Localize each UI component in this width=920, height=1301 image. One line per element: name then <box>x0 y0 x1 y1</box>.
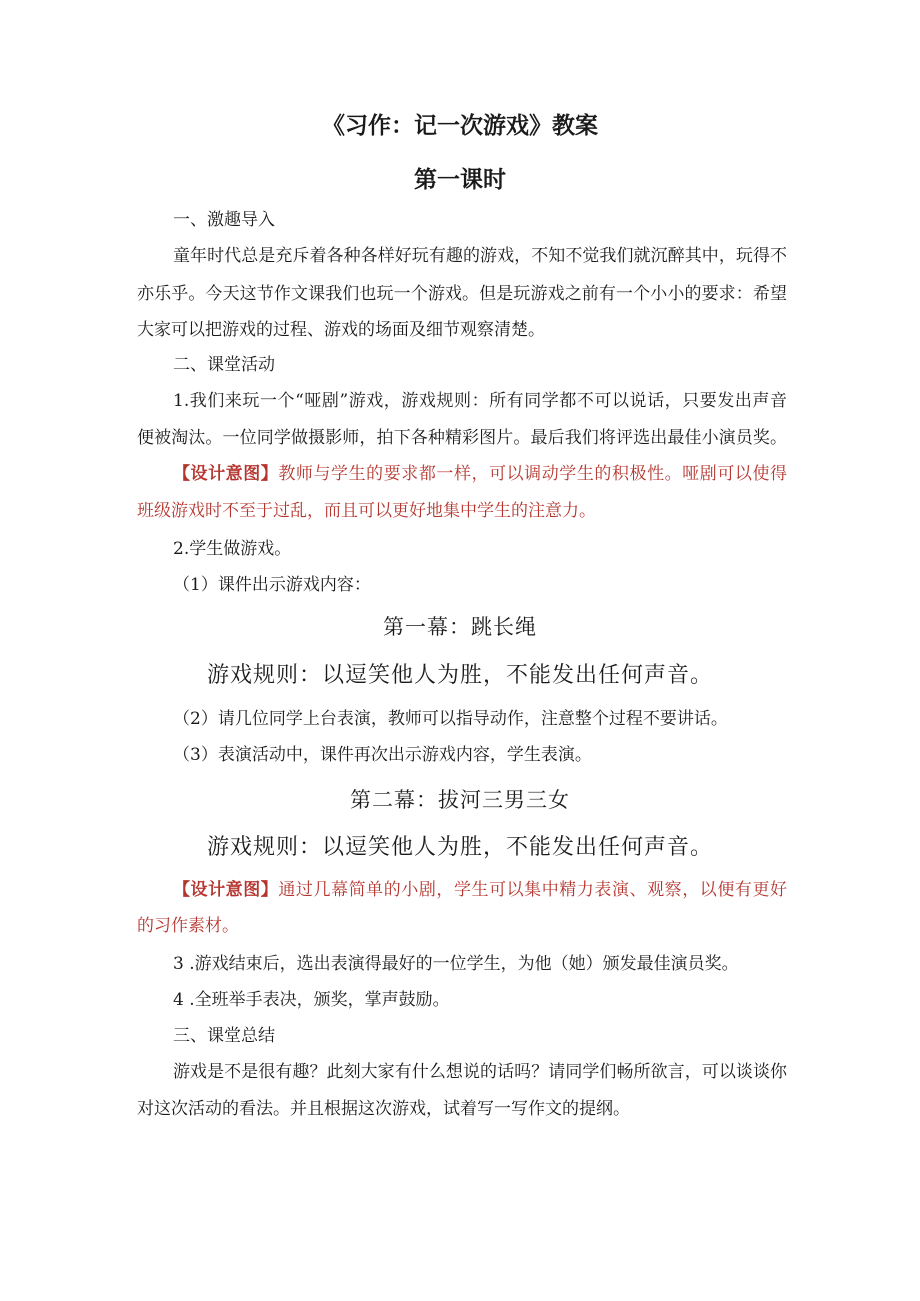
design-intent-line: 班级游戏时不至于过乱，而且可以更好地集中学生的注意力。 <box>137 501 596 521</box>
section-heading-activity: 二、课堂活动 <box>173 355 275 375</box>
activity-item: 4 .全班举手表决，颁奖，掌声鼓励。 <box>173 990 450 1010</box>
activity-item-line: 1.我们来玩一个“哑剧”游戏，游戏规则：所有同学都不可以说话，只要发出声音 <box>173 391 787 411</box>
lesson-subtitle: 第一课时 <box>414 167 506 193</box>
intro-paragraph-line: 童年时代总是充斥着各种各样好玩有趣的游戏，不知不觉我们就沉醉其中，玩得不 <box>173 246 787 266</box>
activity-subitem: （2）请几位同学上台表演，教师可以指导动作，注意整个过程不要讲话。 <box>173 709 728 729</box>
activity-item: 3 .游戏结束后，选出表演得最好的一位学生，为他（她）颁发最佳演员奖。 <box>173 954 739 974</box>
scene-heading: 第二幕：拔河三男三女 <box>350 788 570 812</box>
game-rule: 游戏规则：以逗笑他人为胜，不能发出任何声音。 <box>206 835 713 860</box>
intro-paragraph-line: 大家可以把游戏的过程、游戏的场面及细节观察清楚。 <box>137 320 545 340</box>
game-rule: 游戏规则：以逗笑他人为胜，不能发出任何声音。 <box>206 663 713 688</box>
activity-item-heading: 2.学生做游戏。 <box>173 539 292 559</box>
section-heading-intro: 一、激趣导入 <box>173 210 275 230</box>
summary-paragraph-line: 游戏是不是很有趣？此刻大家有什么想说的话吗？请同学们畅所欲言，可以谈谈你 <box>173 1062 787 1082</box>
design-intent-note <box>173 462 787 486</box>
intro-paragraph-line: 亦乐乎。今天这节作文课我们也玩一个游戏。但是玩游戏之前有一个小小的要求：希望 <box>137 284 787 304</box>
activity-subitem: （3）表演活动中，课件再次出示游戏内容，学生表演。 <box>173 745 592 765</box>
scene-heading: 第一幕：跳长绳 <box>383 615 537 639</box>
design-intent-text: 教师与学生的要求都一样，可以调动学生的积极性。哑剧可以使得 <box>278 464 788 484</box>
section-heading-summary: 三、课堂总结 <box>173 1026 275 1046</box>
design-intent-text: 通过几幕简单的小剧，学生可以集中精力表演、观察，以便有更好 <box>278 880 788 900</box>
activity-item-line: 便被淘汰。一位同学做摄影师，拍下各种精彩图片。最后我们将评选出最佳小演员奖。 <box>137 428 787 448</box>
activity-subitem: （1）课件出示游戏内容： <box>173 575 371 595</box>
design-intent-tag: 【设计意图】 <box>173 880 279 900</box>
document-title: 《习作：记一次游戏》教案 <box>322 113 598 139</box>
summary-paragraph-line: 对这次活动的看法。并且根据这次游戏，试着写一写作文的提纲。 <box>137 1099 630 1119</box>
design-intent-tag: 【设计意图】 <box>173 464 279 484</box>
design-intent-line: 的习作素材。 <box>137 916 239 936</box>
design-intent-note <box>173 878 787 902</box>
